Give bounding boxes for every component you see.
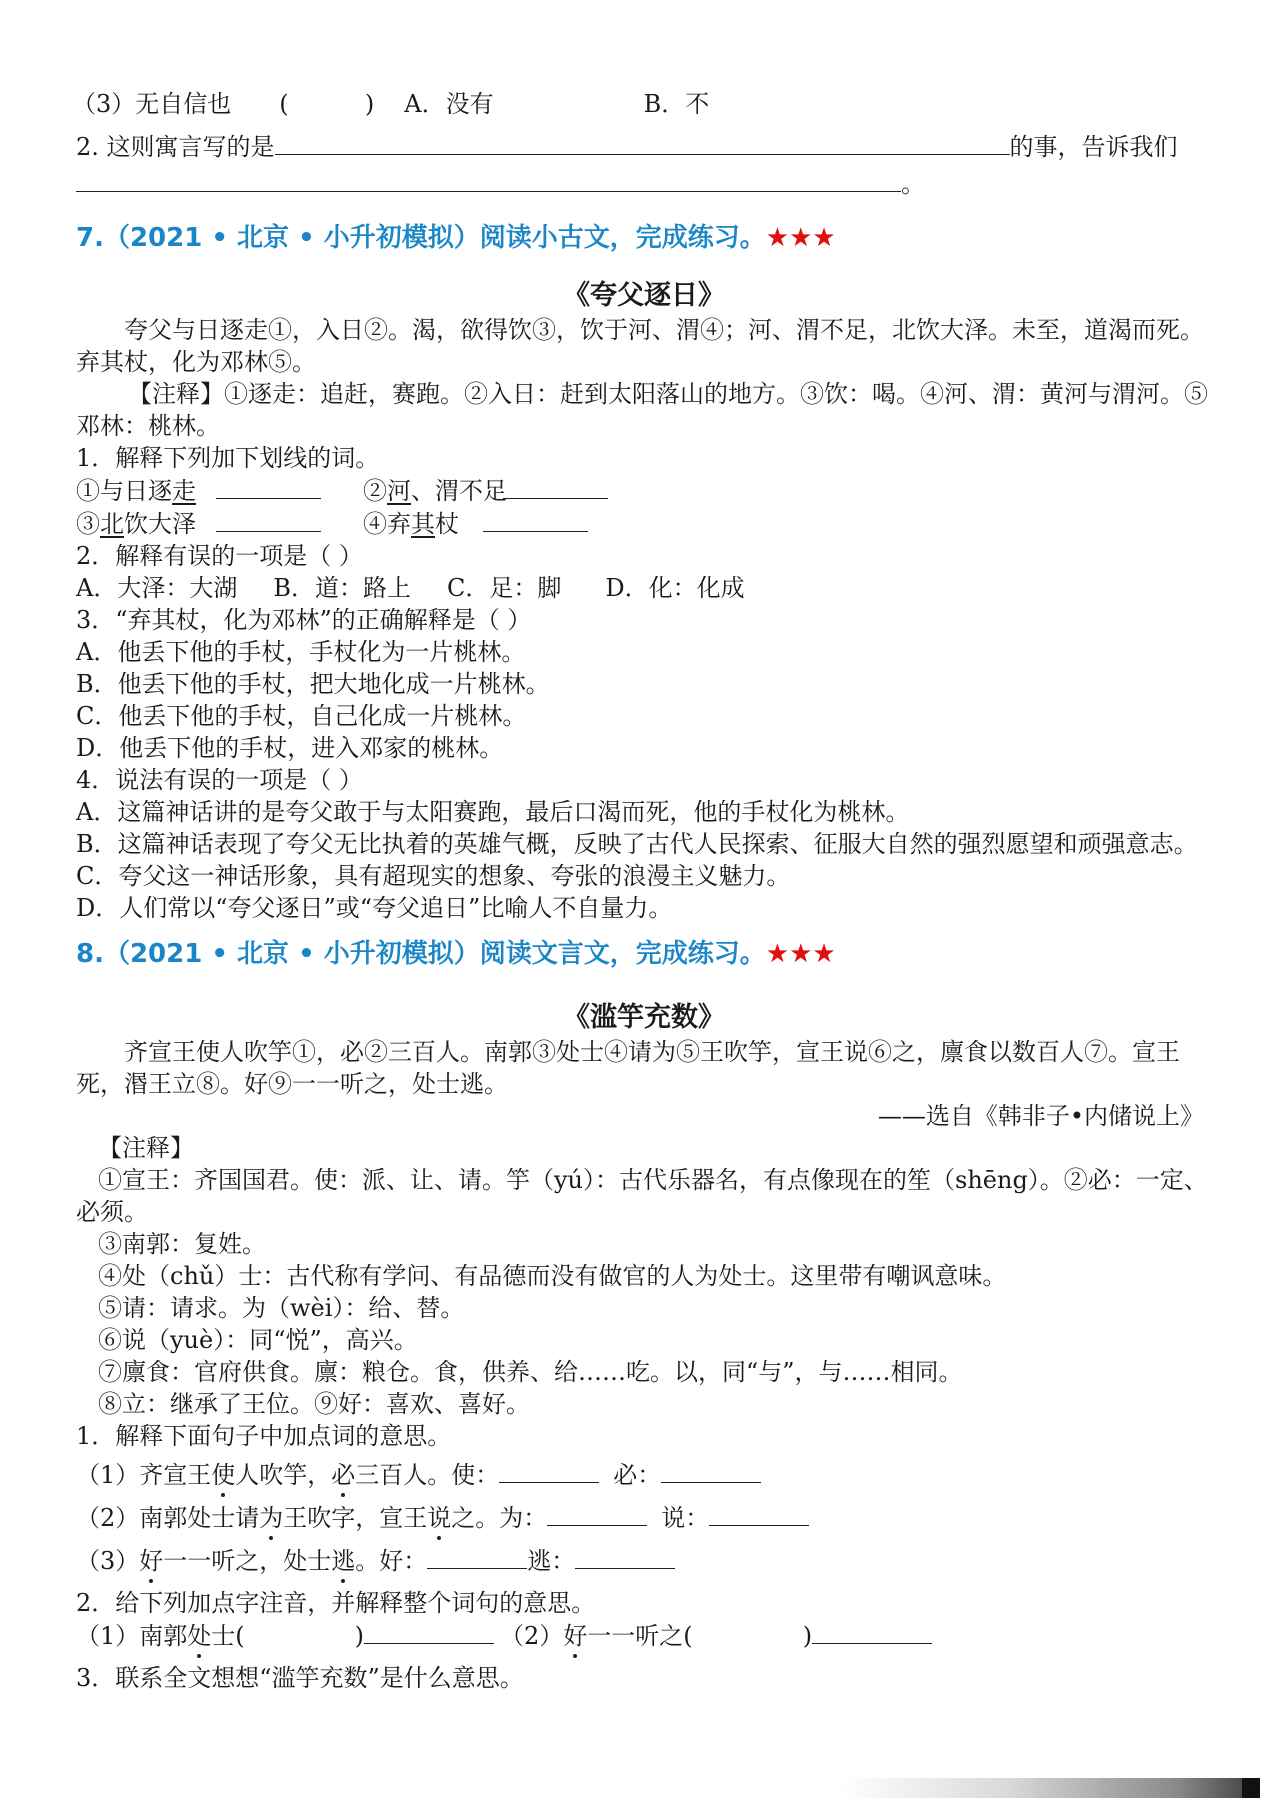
q1-l3-dotted-1: 好 (139, 1547, 164, 1575)
prev-q2-blank[interactable] (275, 130, 1010, 155)
section8-note-1: ①宣王：齐国国君。使：派、让、请。竽（yú）：古代乐器名，有点像现在的笙（shēng）。②必：一定、必须。 (76, 1166, 1208, 1226)
section7-q1-row2 (76, 507, 1212, 540)
section8-note-3: ④处（chǔ）士：古代称有学问、有品德而没有做官的人为处士。这里带有嘲讽意味。 (98, 1262, 1007, 1290)
section8-q2: 2．给下列加点字注音，并解释整个词句的意思。 (76, 1589, 596, 1617)
section7-stars: ★★★ (765, 223, 836, 253)
section8-note-7: ⑧立：继承了王位。⑨好：喜欢、喜好。 (98, 1390, 530, 1418)
q3-option-b: B．他丢下他的手杖，把大地化成一片桃林。 (76, 670, 550, 698)
section7-title: 《夸父逐日》 (563, 280, 725, 311)
q1-l3-text-a: （3） (76, 1547, 140, 1575)
q4-option-a: A．这篇神话讲的是夸父敢于与太阳赛跑，最后口渴而死，他的手杖化为桃林。 (76, 798, 910, 826)
q1-item2-pre: ② (363, 477, 387, 505)
section7-heading-text: 7.（2021 • 北京 • 小升初模拟）阅读小古文，完成练习。 (76, 223, 766, 253)
q2-dotted-1: 处 (187, 1622, 212, 1650)
section7-q4: 4．说法有误的一项是（ ） (76, 766, 363, 794)
q2-blank-2[interactable] (812, 1619, 932, 1644)
q2-text-a: （1）南郭 (76, 1622, 188, 1650)
q1-l2-text-e: 说： (661, 1504, 710, 1532)
q1-item2-post: 、渭不足 (411, 477, 507, 505)
section8-note-2: ③南郭：复姓。 (98, 1230, 266, 1258)
prev-q3-line (72, 88, 1212, 120)
q2-option-d: D．化：化成 (605, 574, 745, 602)
q1-item1-blank[interactable] (216, 474, 321, 499)
q1-item4-post: 杖 (435, 510, 459, 538)
q1-l1-text-e: 必： (613, 1461, 662, 1489)
prev-q3-text: （3）无自信也 (72, 90, 232, 118)
section8-title: 《滥竽充数》 (563, 1002, 725, 1033)
section7-q2-options (76, 572, 1212, 604)
q2-text-e: 一一听之( (587, 1622, 693, 1650)
q2-blank-1[interactable] (364, 1619, 494, 1644)
q2-text-c: ) (354, 1622, 365, 1650)
section7-heading (76, 222, 1212, 254)
section7-q2: 2．解释有误的一项是（ ） (76, 542, 363, 570)
section7-q3: 3．“弃其杖，化为邓林”的正确解释是（ ） (76, 606, 532, 634)
section8-source: ——选自《韩非子•内储说上》 (877, 1102, 1204, 1130)
q1-l1-blank-2[interactable] (661, 1458, 761, 1483)
q1-l3-text-e: 逃： (527, 1547, 576, 1575)
section8-heading (76, 938, 1212, 970)
q1-l2-dotted-1: 为 (259, 1504, 284, 1532)
q1-item4-blank[interactable] (483, 507, 588, 532)
q1-l3-dotted-2: 逃 (331, 1547, 356, 1575)
q1-l2-text-b: 王吹字，宣王 (283, 1504, 428, 1532)
q1-l3-text-b: 一一听之，处士 (163, 1547, 332, 1575)
q1-item1-pre: ①与日逐 (76, 477, 172, 505)
q1-l2-text-a: （2）南郭处士请 (76, 1504, 260, 1532)
section8-q3: 3．联系全文想想“滥竽充数”是什么意思。 (76, 1664, 524, 1692)
q1-l2-dotted-2: 说 (427, 1504, 452, 1532)
q1-l2-blank-1[interactable] (547, 1501, 647, 1526)
section8-q1-line2 (76, 1501, 1212, 1534)
q1-item4-underlined: 其 (411, 510, 435, 538)
section8-note-5: ⑥说（yuè）：同“悦”，高兴。 (98, 1326, 418, 1354)
section8-heading-text: 8.（2021 • 北京 • 小升初模拟）阅读文言文，完成练习。 (76, 939, 766, 969)
q1-item4-pre: ④弃 (363, 510, 411, 538)
section8-stars: ★★★ (765, 939, 836, 969)
q1-l1-text-a: （1）齐宣王 (76, 1461, 212, 1489)
section8-q1-line3 (76, 1544, 1212, 1577)
q1-l1-text-c: 三百人。使： (355, 1461, 500, 1489)
q4-option-c: C．夸父这一神话形象，具有超现实的想象、夸张的浪漫主义魅力。 (76, 862, 791, 890)
prev-q2-line (76, 130, 1212, 163)
q1-l2-text-c: 之。为： (451, 1504, 548, 1532)
q1-l1-dotted-2: 必 (331, 1461, 356, 1489)
q1-l1-text-b: 人吹竽， (235, 1461, 332, 1489)
q1-item3-post: 饮大泽 (124, 510, 196, 538)
bottom-gradient-bar (840, 1778, 1260, 1798)
q1-l1-dotted-1: 使 (211, 1461, 236, 1489)
section7-q1-row1 (76, 474, 1212, 507)
section8-notes-label: 【注释】 (98, 1134, 194, 1162)
q1-l2-blank-2[interactable] (709, 1501, 809, 1526)
q1-item3-blank[interactable] (216, 507, 321, 532)
worksheet-page (72, 88, 1212, 1694)
q1-item1-underlined: 走 (172, 477, 196, 505)
q2-text-f: ) (802, 1622, 813, 1650)
prev-q3-option-b: B．不 (643, 90, 710, 118)
q3-option-c: C．他丢下他的手杖，自己化成一片桃林。 (76, 702, 527, 730)
prev-q2-line2 (76, 167, 1212, 200)
prev-q3-paren: ( ) (279, 90, 375, 118)
q4-option-d: D．人们常以“夸父逐日”或“夸父追日”比喻人不自量力。 (76, 894, 673, 922)
prev-q2-blank-2[interactable] (76, 167, 901, 192)
q2-option-c: C．足：脚 (446, 574, 562, 602)
section8-q1: 1．解释下面句子中加点词的意思。 (76, 1422, 452, 1450)
section8-note-4: ⑤请：请求。为（wèi）：给、替。 (98, 1294, 465, 1322)
q2-option-a: A．大泽：大湖 (76, 574, 238, 602)
q1-item3-underlined: 北 (100, 510, 124, 538)
q2-dotted-2: 好 (563, 1622, 588, 1650)
section7-q1: 1．解释下列加下划线的词。 (76, 444, 380, 472)
prev-q2-prefix: 2. 这则寓言写的是 (76, 133, 275, 161)
q3-option-d: D．他丢下他的手杖，进入邓家的桃林。 (76, 734, 504, 762)
prev-q2-end: 。 (901, 170, 925, 198)
q2-text-b: 士( (211, 1622, 245, 1650)
q1-l3-blank-1[interactable] (427, 1544, 527, 1569)
section8-q2-line (76, 1619, 1212, 1652)
section7-passage: 夸父与日逐走①，入日②。渴，欲得饮③，饮于河、渭④；河、渭不足，北饮大泽。未至，道渴而死。弃其杖，化为邓林⑤。 (76, 316, 1204, 376)
section8-passage: 齐宣王使人吹竽①，必②三百人。南郭③处士④请为⑤王吹竽，宣王说⑥之，廪食以数百人⑦。宣王死，湣王立⑧。好⑨一一听之，处士逃。 (76, 1038, 1180, 1098)
q2-text-d: （2） (500, 1622, 564, 1650)
prev-q3-option-a: A．没有 (404, 90, 494, 118)
section8-q1-line1 (76, 1458, 1212, 1491)
q1-item2-underlined: 河 (387, 477, 411, 505)
q1-l1-blank-1[interactable] (499, 1458, 599, 1483)
q1-l3-blank-2[interactable] (575, 1544, 675, 1569)
section7-notes: 【注释】①逐走：追赶，赛跑。②入日：赶到太阳落山的地方。③饮：喝。④河、渭：黄河与渭河。⑤邓林：桃林。 (76, 380, 1208, 440)
q3-option-a: A．他丢下他的手杖，手杖化为一片桃林。 (76, 638, 526, 666)
section8-note-6: ⑦廪食：官府供食。廪：粮仓。食，供养、给……吃。以，同“与”，与……相同。 (98, 1358, 963, 1386)
q1-item3-pre: ③ (76, 510, 100, 538)
q1-item2-blank[interactable] (503, 474, 608, 499)
prev-q2-suffix: 的事，告诉我们 (1009, 133, 1178, 161)
q1-l3-text-c: 。好： (355, 1547, 428, 1575)
q4-option-b: B．这篇神话表现了夸父无比执着的英雄气概，反映了古代人民探索、征服大自然的强烈愿望和顽强意志。 (76, 830, 1198, 858)
q2-option-b: B．道：路上 (273, 574, 411, 602)
